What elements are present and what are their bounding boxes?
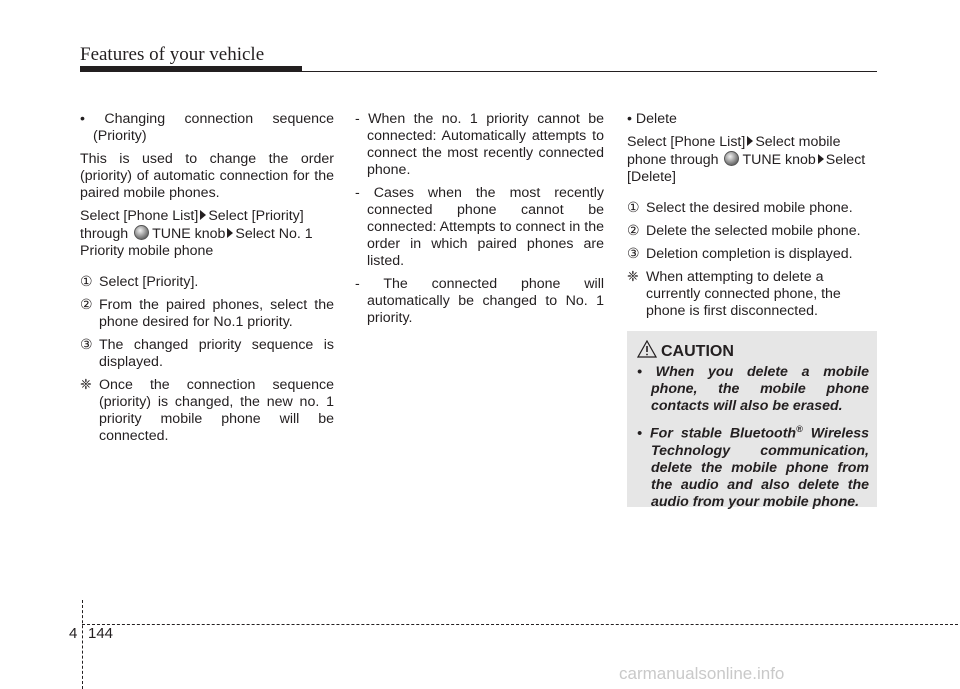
note-text: When attempting to delete a currently connected phone, the phone is first disconnected.: [646, 269, 841, 319]
step-text: The changed priority sequence is displayed.: [99, 337, 334, 370]
header-rule: [302, 71, 877, 72]
column-priority-rules: [355, 111, 604, 333]
page-header-title: Features of your vehicle: [80, 44, 265, 65]
list-item: - Cases when the most recently connected phone cannot be connected: Attempts to connect in the order in which paired phones are listed.: [355, 185, 604, 269]
header-bar: [80, 66, 302, 72]
tune-knob-icon: [724, 151, 739, 166]
path-step: Select [Phone List]: [80, 208, 199, 224]
section-heading-priority: • Changing connection sequence (Priority): [80, 111, 334, 144]
caution-box: [627, 331, 877, 510]
section-heading-delete: • Delete: [627, 111, 677, 127]
list-item: - The connected phone will automatically be changed to No. 1 priority.: [355, 276, 604, 326]
step-number: ③: [627, 246, 640, 262]
path-step: Select [Priority] through: [80, 208, 304, 242]
note-mark: ❈: [627, 269, 639, 285]
note-mark: ❈: [80, 377, 92, 393]
caution-list: [637, 364, 869, 517]
step-text: Delete the selected mobile phone.: [646, 223, 861, 239]
chapter-number: 4: [69, 625, 78, 642]
triangle-right-icon: [747, 136, 753, 146]
step-text: Select [Priority].: [99, 274, 199, 290]
step-number: ①: [80, 274, 93, 290]
caution-item: [637, 421, 869, 511]
note: [627, 269, 877, 320]
caution-text: • For stable Bluetooth: [637, 425, 797, 442]
step-number: ②: [627, 223, 640, 239]
registered-mark: ®: [796, 424, 803, 434]
triangle-right-icon: [818, 154, 824, 164]
step-text: Deletion completion is displayed.: [646, 246, 853, 262]
path-step: TUNE knob: [152, 226, 226, 242]
triangle-right-icon: [227, 228, 233, 238]
step-text: Select the desired mobile phone.: [646, 200, 853, 216]
list-item: - When the no. 1 priority cannot be connected: Automatically attempts to connect the most recently connected phone.: [355, 111, 604, 178]
footer-rule: [82, 624, 958, 625]
step-item: [627, 223, 877, 240]
note: [80, 377, 334, 445]
step-item: [627, 246, 877, 263]
triangle-right-icon: [200, 210, 206, 220]
page-number: 144: [88, 625, 114, 642]
step-number: ②: [80, 297, 93, 313]
path-step: Select mobile phone through: [627, 134, 841, 168]
column-priority: [80, 111, 334, 451]
delete-path: [627, 134, 877, 186]
path-step: Select No. 1 Priority mobile phone: [80, 226, 313, 259]
path-step: Select [Phone List]: [627, 134, 746, 150]
step-number: ③: [80, 337, 93, 353]
step-item: [627, 200, 877, 217]
path-step: TUNE knob: [742, 152, 816, 168]
step-item: [80, 274, 334, 291]
warning-triangle-icon: [637, 340, 657, 358]
step-item: [80, 297, 334, 331]
tune-knob-icon: [134, 225, 149, 240]
intro-text: This is used to change the order (priority) of automatic connection for the paired mobile phones.: [80, 151, 334, 201]
caution-item: • When you delete a mobile phone, the mobile phone contacts will also be erased.: [637, 364, 869, 414]
priority-path: [80, 208, 334, 260]
path-step: Select [Delete]: [627, 152, 866, 185]
note-text: Once the connection sequence (priority) is changed, the new no. 1 priority mobile phone will be connected.: [99, 377, 334, 444]
step-text: From the paired phones, select the phone desired for No.1 priority.: [99, 297, 334, 330]
step-item: [80, 337, 334, 371]
footer-divider: [82, 600, 83, 689]
caution-text: Wireless Technology communication, delete the mobile phone from the audio and also delete the audio from your mobile phone.: [651, 425, 869, 510]
step-number: ①: [627, 200, 640, 216]
watermark: carmanualsonline.info: [619, 664, 785, 683]
column-delete: [627, 111, 877, 326]
caution-title: CAUTION: [661, 343, 734, 360]
